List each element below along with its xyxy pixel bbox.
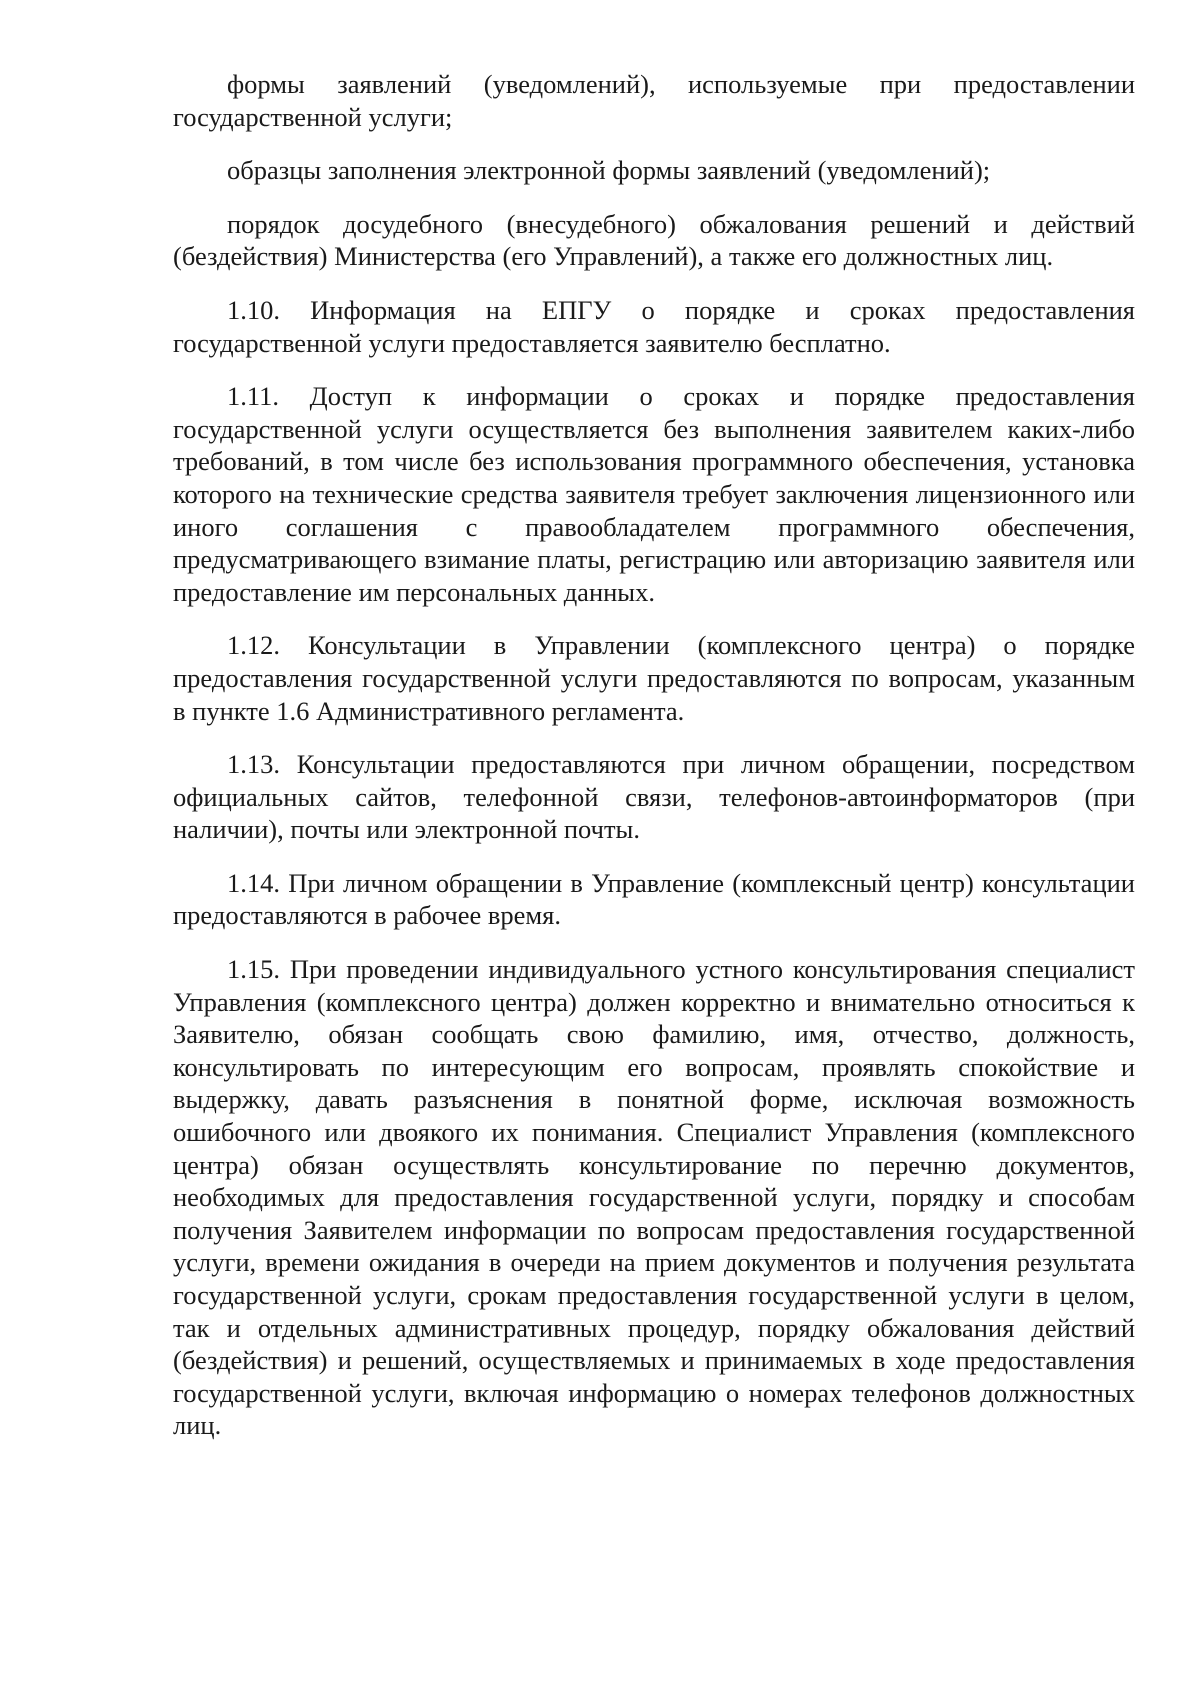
paragraph-1-15: 1.15. При проведении индивидуального устного консультирования специалист Управления (комплексного центра) должен корректно и внимательно относиться к Заявителю, обязан сообщать свою фамилию, имя, отчество, должность, консультировать по интересующим его вопросам, проявлять спокойствие и выдержку, давать разъяснения в понятной форме, исключая возможность ошибочного или двоякого их понимания. Специалист Управления (комплексного центра) обязан осуществлять консультирование по перечню документов, необходимых для предоставления государственной услуги, порядку и способам получения Заявителем информации по вопросам предоставления государственной услуги, времени ожидания в очереди на прием документов и получения результата государственной услуги, срокам предоставления государственной услуги в целом, так и отдельных административных процедур, порядку обжалования действий (бездействия) и решений, осуществляемых и принимаемых в ходе предоставления государственной услуги, включая информацию о номерах телефонов должностных лиц. [173, 954, 1135, 1441]
paragraph-1-10: 1.10. Информация на ЕПГУ о порядке и сроках предоставления государственной услуги предоставляется заявителю бесплатно. [173, 294, 1135, 358]
paragraph-1-13: 1.13. Консультации предоставляются при личном обращении, посредством официальных сайтов, телефонной связи, телефонов-автоинформаторов (при наличии), почты или электронной почты. [173, 749, 1135, 845]
paragraph-samples: образцы заполнения электронной формы заявлений (уведомлений); [227, 155, 991, 186]
paragraph-forms: формы заявлений (уведомлений), используемые при предоставлении государственной услуги; [173, 69, 1135, 132]
paragraph-1-11: 1.11. Доступ к информации о сроках и порядке предоставления государственной услуги осуществляется без выполнения заявителем каких-либо требований, в том числе без использования программного обеспечения, установка которого на технические средства заявителя требует заключения лицензионного или иного соглашения с правообладателем программного обеспечения, предусматривающего взимание платы, регистрацию или авторизацию заявителя или предоставление им персональных данных. [173, 381, 1135, 607]
paragraph-1-12: 1.12. Консультации в Управлении (комплексного центра) о порядке предоставления государственной услуги предоставляются по вопросам, указанным в пункте 1.6 Административного регламента. [173, 630, 1135, 726]
paragraph-1-14: 1.14. При личном обращении в Управление (комплексный центр) консультации предоставляются в рабочее время. [173, 867, 1135, 931]
document-page [173, 68, 1135, 1463]
paragraph-appeal-procedure: порядок досудебного (внесудебного) обжалования решений и действий (бездействия) Министерства (его Управлений), а также его должностных лиц. [173, 208, 1135, 272]
